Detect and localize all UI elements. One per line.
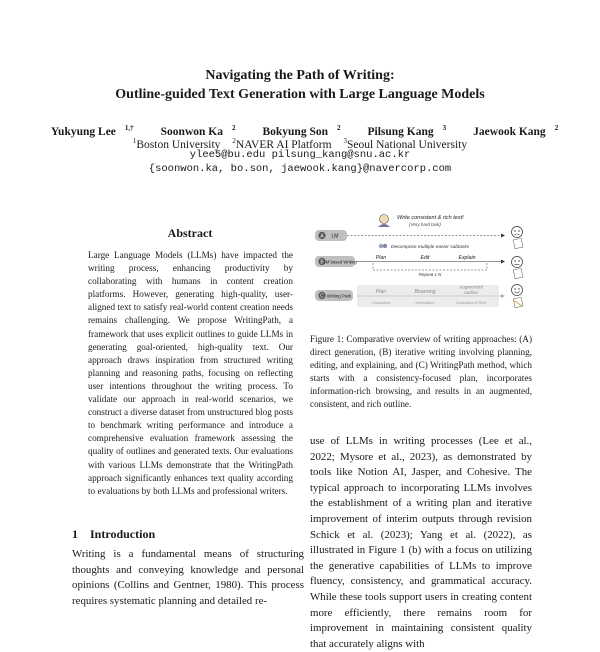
row-b-label: LM based Writing [323, 259, 357, 265]
email-line-2: {soonwon.ka, bo.son, jaewook.kang}@navercorp.com [148, 163, 452, 175]
fig-decompose-text: Decompose multiple easier subtasks [391, 245, 470, 250]
step-plan: Plan [375, 255, 387, 261]
figure-1 [311, 210, 533, 322]
writer-avatar-icon [378, 215, 390, 228]
author-name: Jaewook Kang [473, 125, 546, 138]
author-name: Soonwon Ka [160, 125, 223, 138]
c-plan: Plan [375, 289, 387, 295]
document-icon [513, 268, 523, 278]
fig-prompt-subtext: (Very hard task) [409, 222, 441, 227]
author-superscript: 2 [554, 124, 559, 132]
author-superscript: 2 [231, 124, 236, 132]
right-column-text: use of LLMs in writing processes (Lee et al., 2022; Mysore et al., 2023), as demonstrated by tools like Notion AI, Jasper, and Cohesive. The typical approach to incorporating LLMs involves the establishment of a writing plan and iterative improvement of interim outputs through revision Schick et al. (2023); Yang et al. (2022), as illustrated in Figure 1 (b) with a focus on utilizing the generative capabilities of LLMs to improve fluency, consistency, and grammatical accuracy. While these tools support users in creating content more efficiently, there remains room for improvement in maintaining consistent quality that accurately aligns with [310, 435, 532, 650]
c-plan-sub: Consistent [372, 301, 390, 305]
affiliation-name: Seoul National University [347, 138, 468, 151]
author-name: Bokyung Son [262, 125, 328, 138]
c-outline-1: Augmented [459, 284, 483, 290]
affiliation-name: Boston University [136, 138, 221, 151]
sad-face-icon [512, 227, 523, 238]
affiliation-superscript: 2 [232, 137, 236, 145]
affiliation-superscript: 1 [132, 137, 137, 145]
affiliation-superscript: 3 [343, 137, 348, 145]
email-line-1: ylee5@bu.edu pilsung_kang@snu.ac.kr [189, 149, 411, 161]
paper-title [0, 66, 600, 104]
c-browsing-sub: Information [415, 301, 435, 305]
abstract-heading: Abstract [167, 226, 213, 240]
author-superscript: 1,† [124, 124, 134, 132]
step-edit: Edit [420, 255, 430, 261]
row-b-tag-text: B [320, 259, 324, 266]
author-name: Pilsung Kang [367, 125, 434, 138]
author-name: Yukyung Lee [50, 125, 116, 138]
abstract-text: Large Language Models (LLMs) have impacted the writing process, enhancing productivity by collaborating with humans in content creation platforms. However, generating high-quality, user-aligned text to satisfy real-world content creation needs remains challenging. We propose WritingPath, a framework that uses explicit outlines to guide LLMs in generating goal-oriented, high-quality text. Our approach draws inspiration from structured writing planning and reasoning paths, focusing on reflecting user intentions throughout the writing process. To validate our approach in real-world scenarios, we construct a diverse dataset from unstructured blog posts to benchmark writing performance and introduce a comprehensive evaluation framework assessing the quality of outlines and generated texts. Our evaluations with various LLMs demonstrate that the WritingPath approach significantly enhances text quality according to evaluations by both LLMs and professional writers. [88, 250, 293, 496]
c-browsing: Browsing [414, 289, 436, 295]
title-line-2: Outline-guided Text Generation with Large Language Models [115, 87, 485, 102]
row-a-tag-text: A [320, 233, 324, 240]
section-number: 1 [72, 527, 78, 541]
author-superscript: 3 [442, 124, 447, 132]
intro-text: Writing is a fundamental means of structuring thoughts and conveying knowledge and personal opinions (Collins and Gentner, 1980). This process requires systematic planning and detailed re- [72, 548, 304, 607]
title-line-1: Navigating the Path of Writing: [205, 68, 395, 83]
figure-caption: Figure 1: Comparative overview of writing approaches: (A) direct generation, (B) iterative writing involving planning, editing, and explaining, and (C) WritingPath method, which starts with a consistency-focused plan, incorporates information-rich browsing, and results in an augmented, consistent, and rich outline. [310, 334, 532, 409]
fig-prompt-text: Write consistent & rich text! [397, 215, 464, 221]
section-title: Introduction [90, 527, 156, 541]
neutral-face-icon [512, 257, 523, 268]
c-outline-sub: Consistent & Rich [455, 301, 487, 305]
row-a-label: LM [331, 233, 339, 240]
c-outline-2: outline [464, 290, 478, 295]
section-heading [72, 527, 312, 542]
happy-face-icon [512, 285, 523, 296]
author-superscript: 2 [337, 124, 341, 132]
step-explain: Explain [458, 255, 476, 261]
repeat-text: Repeat x N [418, 272, 442, 277]
affiliation-name: NAVER AI Platform [235, 138, 332, 151]
document-icon [513, 297, 523, 307]
people-icon [379, 244, 387, 248]
repeat-loop [373, 263, 487, 270]
row-c-tag-text: C [320, 293, 324, 300]
row-c-label: Writing Path [326, 293, 352, 299]
document-icon [513, 238, 523, 248]
